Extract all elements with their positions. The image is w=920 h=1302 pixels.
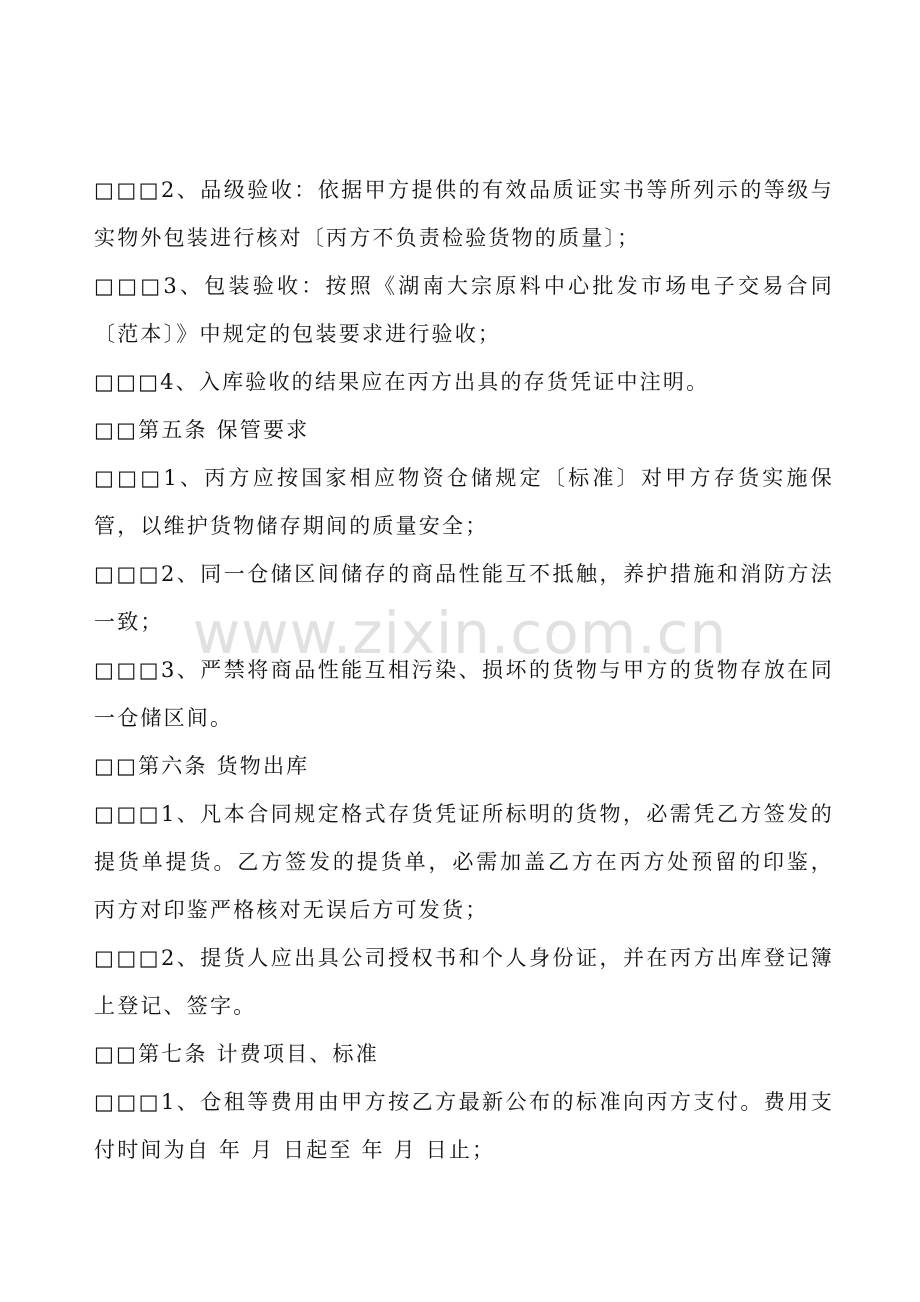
clause-5-item-2: □□□2、同一仓储区间储存的商品性能互不抵触，养护措施和消防方法一致；	[94, 562, 834, 634]
clause-5-heading: □□第五条 保管要求	[94, 418, 310, 442]
clause-6-item-2: □□□2、提货人应出具公司授权书和个人身份证，并在丙方出库登记簿上登记、签字。	[94, 946, 834, 1018]
watermark: www.zixin.com.cn	[192, 599, 728, 667]
clause-7-heading: □□第七条 计费项目、标准	[94, 1042, 379, 1066]
clause-6-item-1: □□□1、凡本合同规定格式存货凭证所标明的货物，必需凭乙方签发的提货单提货。乙方签发的提货单，必需加盖乙方在丙方处预留的印鉴，丙方对印鉴严格核对无误后方可发货；	[94, 802, 834, 922]
clause-7-item-1: □□□1、仓租等费用由甲方按乙方最新公布的标准向丙方支付。费用支付时间为自 年 月 日起至 年 月 日止；	[94, 1090, 834, 1162]
clause-4-item-3-packaging-check: □□□3、包装验收：按照《湖南大宗原料中心批发市场电子交易合同〔范本〕》中规定的包装要求进行验收；	[94, 274, 834, 346]
clause-5-item-1: □□□1、丙方应按国家相应物资仓储规定〔标准〕对甲方存货实施保管，以维护货物储存期间的质量安全；	[94, 466, 834, 538]
clause-4-item-4-inspection-result: □□□4、入库验收的结果应在丙方出具的存货凭证中注明。	[94, 370, 710, 394]
clause-5-item-3: □□□3、严禁将商品性能互相污染、损坏的货物与甲方的货物存放在同一仓储区间。	[94, 658, 834, 730]
clause-4-item-2-quality-check: □□□2、品级验收：依据甲方提供的有效品质证实书等所列示的等级与实物外包装进行核对〔丙方不负责检验货物的质量〕；	[94, 178, 834, 250]
clause-6-heading: □□第六条 货物出库	[94, 754, 310, 778]
document-body	[94, 166, 834, 1174]
